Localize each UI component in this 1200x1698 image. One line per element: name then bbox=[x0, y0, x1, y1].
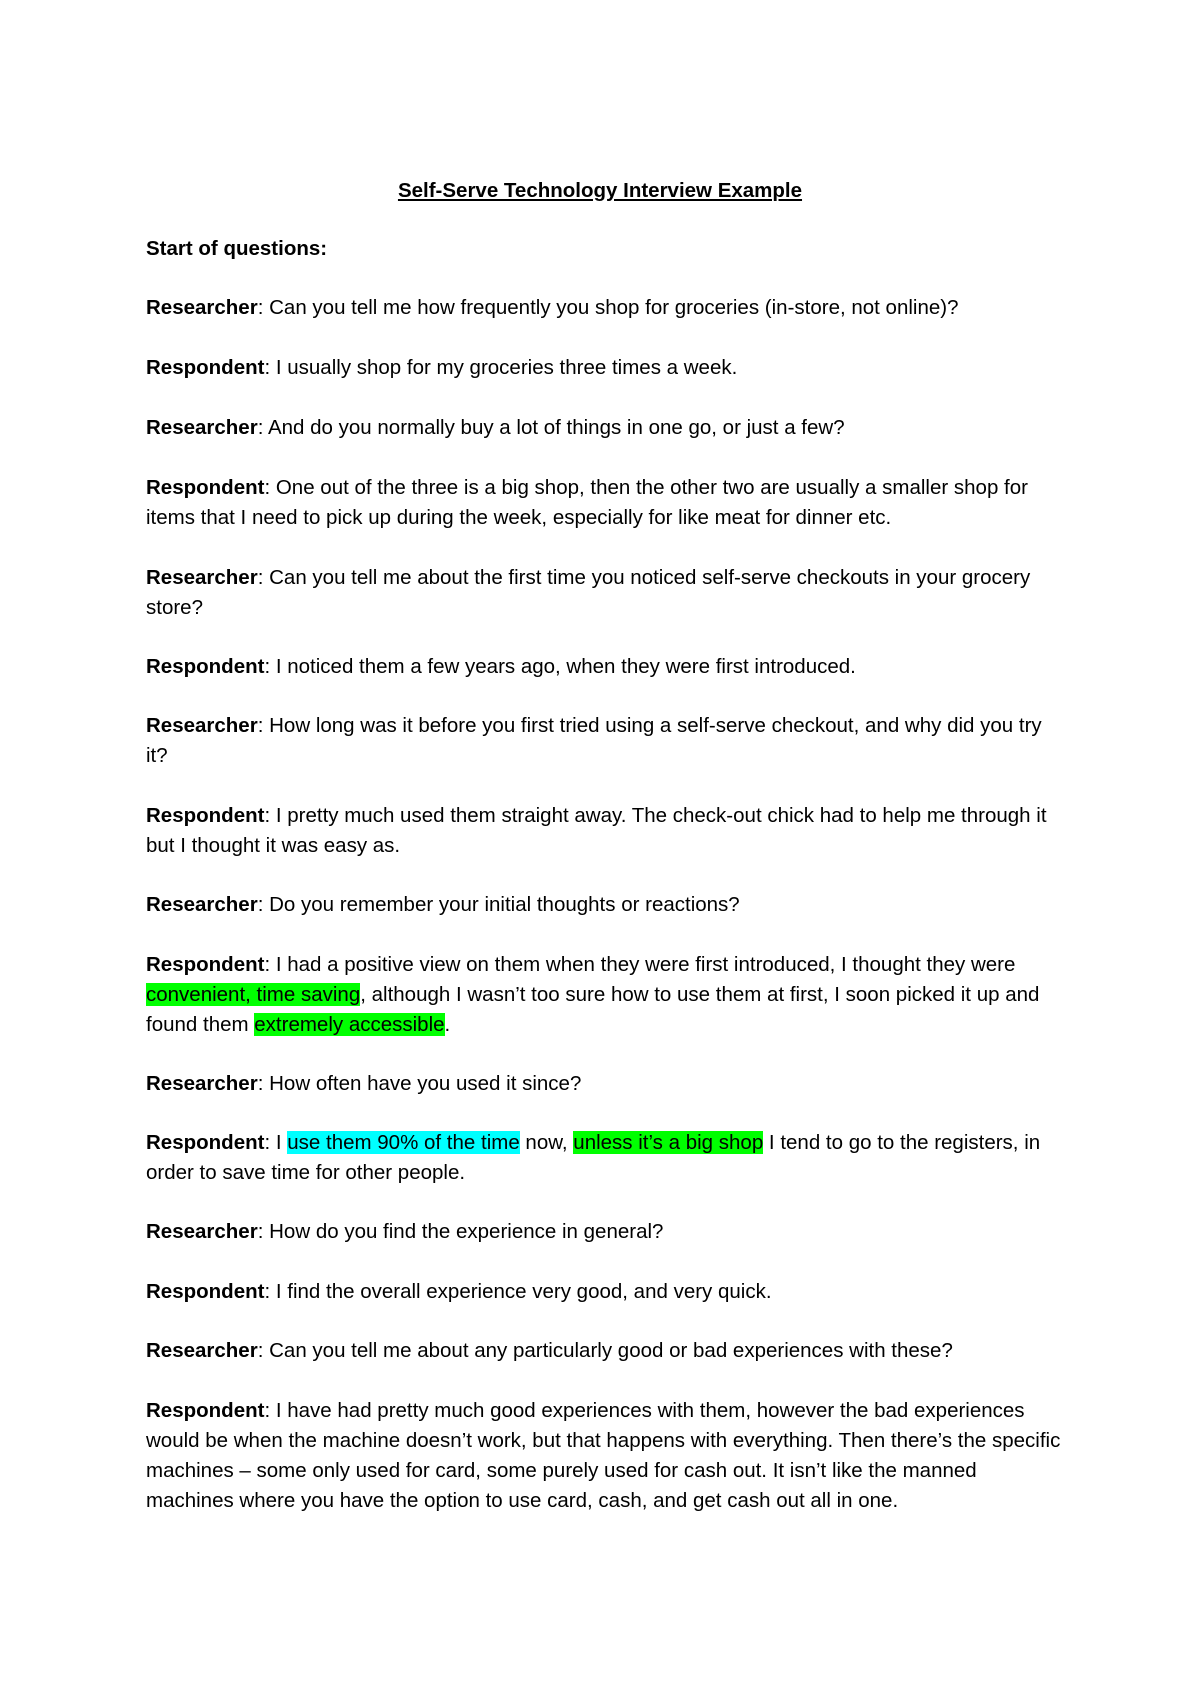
entry-text: I pretty much used them straight away. The check-out chick had to help me through it but I thought it was easy as. bbox=[146, 804, 1047, 857]
transcript-entry bbox=[146, 1069, 1066, 1099]
speaker-separator: : bbox=[257, 1220, 270, 1243]
speaker-separator: : bbox=[257, 296, 270, 319]
speaker-label: Respondent bbox=[146, 356, 265, 379]
entry-text: Can you tell me about the first time you noticed self-serve checkouts in your grocery store? bbox=[146, 566, 1031, 619]
speaker-separator: : bbox=[257, 1339, 270, 1362]
speaker-separator: : bbox=[264, 804, 276, 827]
speaker-separator: : bbox=[264, 953, 276, 976]
speaker-separator: : bbox=[264, 1280, 276, 1303]
entry-text: How often have you used it since? bbox=[269, 1072, 582, 1095]
entry-text: I usually shop for my groceries three times a week. bbox=[275, 356, 738, 379]
entry-text: , although I wasn’t too sure how to use them at first, I soon picked it up and found them bbox=[146, 983, 1040, 1036]
transcript-entry bbox=[146, 801, 1066, 861]
speaker-separator: : bbox=[264, 1131, 276, 1154]
speaker-label: Respondent bbox=[146, 1399, 265, 1422]
speaker-separator: : bbox=[264, 356, 276, 379]
entry-text: How long was it before you first tried using a self-serve checkout, and why did you try it? bbox=[146, 714, 1042, 767]
transcript-entry bbox=[146, 1128, 1066, 1188]
entry-text: And do you normally buy a lot of things in one go, or just a few? bbox=[267, 416, 845, 439]
speaker-separator: : bbox=[264, 476, 276, 499]
highlighted-text: extremely accessible bbox=[254, 1013, 445, 1036]
transcript-entry bbox=[146, 353, 1066, 383]
entry-text: I have had pretty much good experiences with them, however the bad experiences would be when the machine doesn’t work, but that happens with everything. Then there’s the specific machines – some only used for card, some purely used for cash out. It isn’t like the manned machines where you have the option to use card, cash, and get cash out all in one. bbox=[146, 1399, 1061, 1512]
transcript-entry bbox=[146, 1336, 1066, 1366]
transcript-entry bbox=[146, 1396, 1066, 1516]
highlighted-text: unless it’s a big shop bbox=[573, 1131, 764, 1154]
speaker-label: Researcher bbox=[146, 1072, 258, 1095]
transcript-entry bbox=[146, 473, 1066, 533]
transcript-entry bbox=[146, 293, 1066, 323]
highlighted-text: use them 90% of the time bbox=[287, 1131, 520, 1154]
transcript-entry bbox=[146, 1277, 1066, 1307]
transcript-entry bbox=[146, 711, 1066, 771]
entry-text: now, bbox=[519, 1131, 574, 1154]
speaker-separator: : bbox=[264, 655, 276, 678]
document-title: Self-Serve Technology Interview Example bbox=[397, 179, 803, 202]
entry-text: I noticed them a few years ago, when they were first introduced. bbox=[275, 655, 856, 678]
speaker-separator: : bbox=[257, 416, 268, 439]
speaker-label: Researcher bbox=[146, 714, 258, 737]
speaker-label: Respondent bbox=[146, 804, 265, 827]
speaker-separator: : bbox=[264, 1399, 276, 1422]
entry-text: . bbox=[444, 1013, 451, 1036]
speaker-label: Researcher bbox=[146, 566, 258, 589]
speaker-label: Respondent bbox=[146, 1280, 265, 1303]
entry-text: Do you remember your initial thoughts or reactions? bbox=[269, 893, 740, 916]
entry-text: Can you tell me how frequently you shop for groceries (in-store, not online)? bbox=[269, 296, 959, 319]
speaker-label: Researcher bbox=[146, 1220, 258, 1243]
speaker-separator: : bbox=[257, 714, 270, 737]
speaker-label: Researcher bbox=[146, 416, 258, 439]
speaker-label: Researcher bbox=[146, 1339, 258, 1362]
speaker-separator: : bbox=[257, 566, 270, 589]
highlighted-text: convenient, time saving bbox=[146, 983, 361, 1006]
start-heading: Start of questions: bbox=[146, 237, 328, 260]
entry-text: I tend to go to the registers, in order to save time for other people. bbox=[146, 1131, 1041, 1184]
transcript-entry bbox=[146, 413, 1066, 443]
entry-text: How do you find the experience in general? bbox=[269, 1220, 664, 1243]
speaker-label: Respondent bbox=[146, 953, 265, 976]
entry-text: I find the overall experience very good, and very quick. bbox=[275, 1280, 772, 1303]
entry-text: I bbox=[275, 1131, 288, 1154]
entry-text: One out of the three is a big shop, then the other two are usually a smaller shop for items that I need to pick up during the week, especially for like meat for dinner etc. bbox=[146, 476, 1028, 529]
transcript-entry bbox=[146, 652, 1066, 682]
entry-text: I had a positive view on them when they were first introduced, I thought they were bbox=[275, 953, 1016, 976]
speaker-separator: : bbox=[257, 1072, 270, 1095]
speaker-label: Respondent bbox=[146, 655, 265, 678]
transcript-entry bbox=[146, 563, 1066, 623]
speaker-label: Researcher bbox=[146, 893, 258, 916]
speaker-label: Respondent bbox=[146, 476, 265, 499]
entry-text: Can you tell me about any particularly good or bad experiences with these? bbox=[269, 1339, 953, 1362]
transcript-entry bbox=[146, 1217, 1066, 1247]
transcript-entry bbox=[146, 890, 1066, 920]
speaker-label: Researcher bbox=[146, 296, 258, 319]
speaker-label: Respondent bbox=[146, 1131, 265, 1154]
speaker-separator: : bbox=[257, 893, 270, 916]
transcript-entry bbox=[146, 950, 1066, 1040]
